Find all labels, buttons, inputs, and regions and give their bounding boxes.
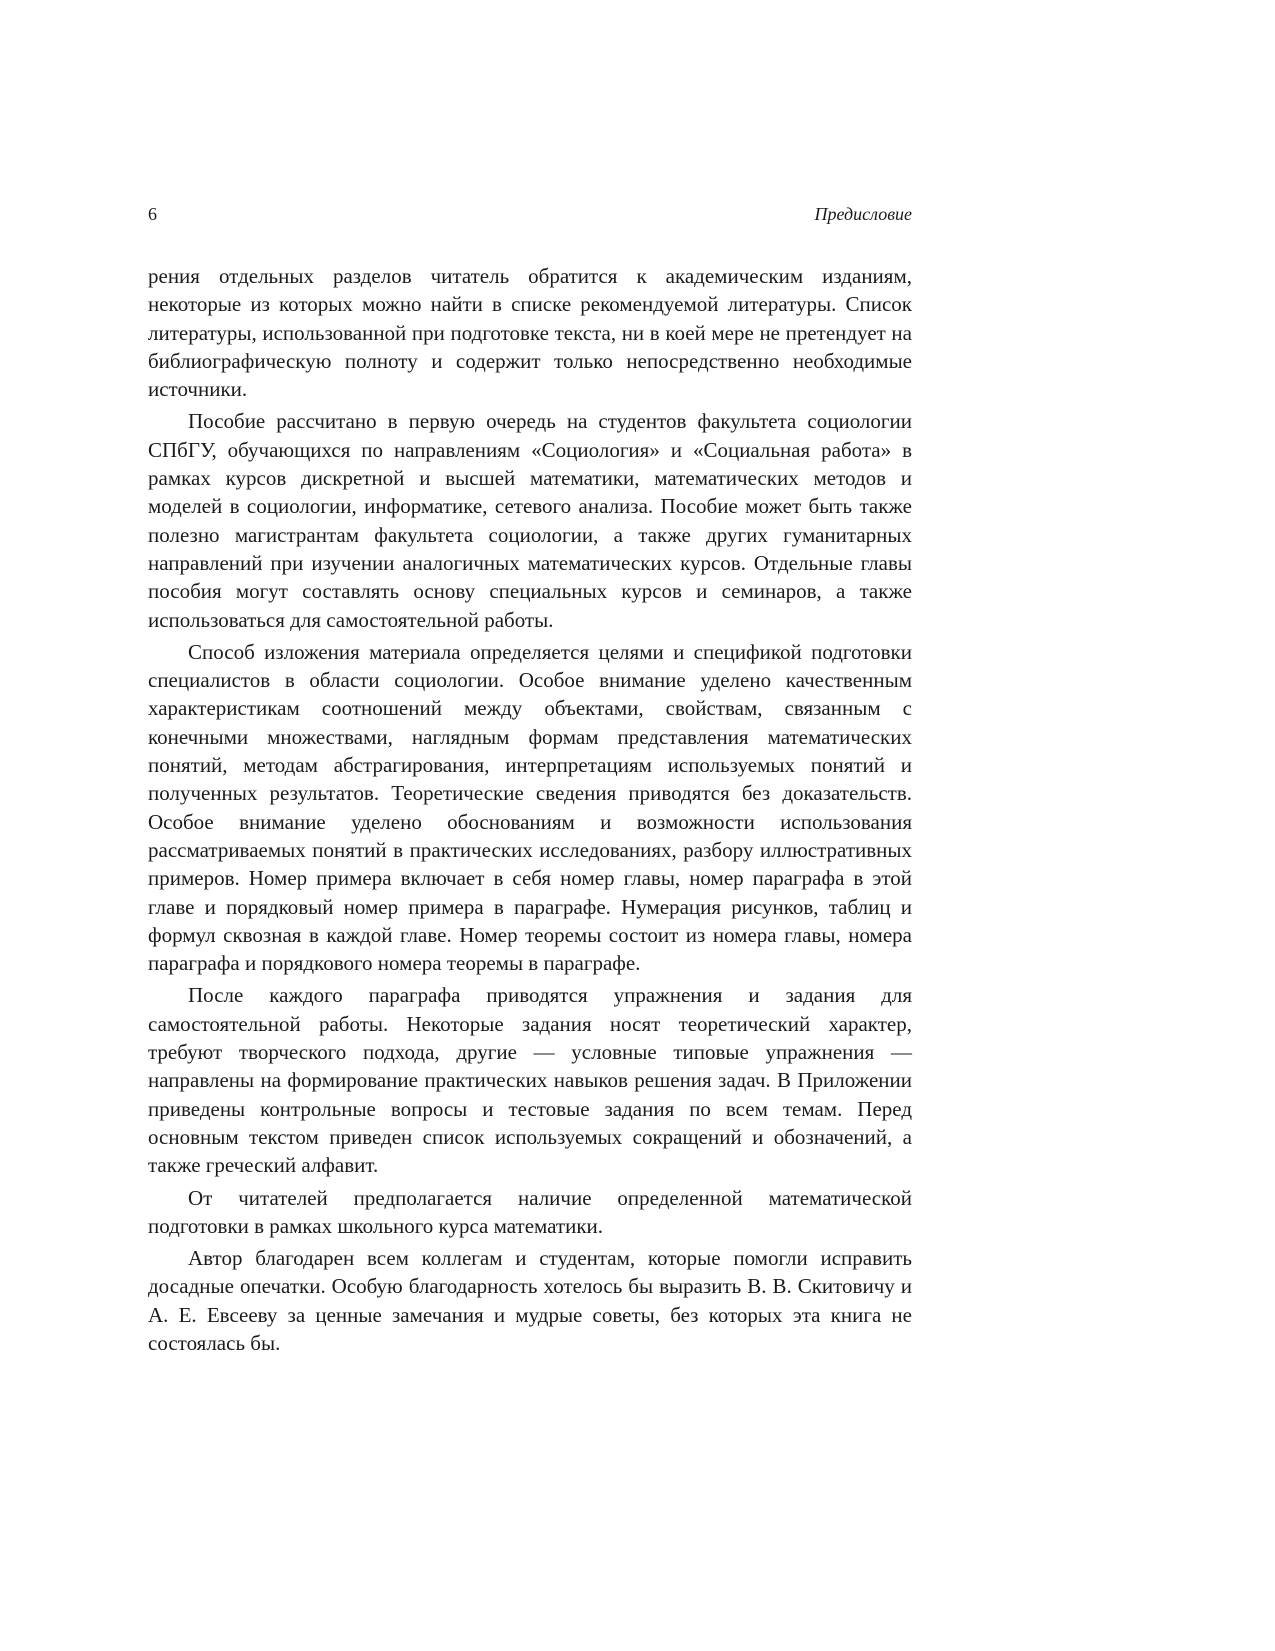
paragraph: Способ изложения материала определяется целями и спецификой подготовки специалистов в области социологии. Особое внимание уделено качественным характеристикам соотношений между объектами, свойствам, связанным с конечными множествами, наглядным формам представления математических понятий, методам абстрагирования, интерпретациям используемых понятий и полученных результатов. Теоретические сведения приводятся без доказательств. Особое внимание уделено обоснованиям и возможности использования рассматриваемых понятий в практических исследованиях, разбору иллюстративных примеров. Номер примера включает в себя номер главы, номер параграфа в этой главе и порядковый номер примера в параграфе. Нумерация рисунков, таблиц и формул сквозная в каждой главе. Номер теоремы состоит из номера главы, номера параграфа и порядкового номера теоремы в параграфе. [148, 639, 912, 976]
paragraph: От читателей предполагается наличие определенной математической подготовки в рамках школьного курса математики. [148, 1185, 912, 1238]
paragraph: После каждого параграфа приводятся упражнения и задания для самостоятельной работы. Некоторые задания носят теоретический характер, требуют творческого подхода, другие — условные типовые упражнения — направлены на формирование практических навыков решения задач. В Приложении приведены контрольные вопросы и тестовые задания по всем темам. Перед основным текстом приведен список используемых сокращений и обозначений, а также греческий алфавит. [148, 983, 912, 1178]
body-text [148, 262, 912, 1361]
paragraph: Автор благодарен всем коллегам и студентам, которые помогли исправить досадные опечатки. Особую благодарность хотелось бы выразить В. В. Скитовичу и А. Е. Евсееву за ценные замечания и мудрые советы, без которых эта книга не состоялась бы. [148, 1246, 912, 1355]
paragraph: Пособие рассчитано в первую очередь на студентов факультета социологии СПбГУ, обучающихся по направлениям «Социология» и «Социальная работа» в рамках курсов дискретной и высшей математики, математических методов и моделей в социологии, информатике, сетевого анализа. Пособие может быть также полезно магистрантам факультета социологии, а также других гуманитарных направлений при изучении аналогичных математических курсов. Отдельные главы пособия могут составлять основу специальных курсов и семинаров, а также использоваться для самостоятельной работы. [148, 409, 912, 632]
page-header [148, 204, 912, 230]
running-head: Предисловие [814, 204, 912, 224]
paragraph-continuation: рения отдельных разделов читатель обратится к академическим изданиям, некоторые из которых можно найти в списке рекомендуемой литературы. Список литературы, использованной при подготовке текста, ни в коей мере не претендует на библиографическую полноту и содержит только непосредственно необходимые источники. [148, 264, 912, 402]
page-number: 6 [148, 204, 157, 224]
